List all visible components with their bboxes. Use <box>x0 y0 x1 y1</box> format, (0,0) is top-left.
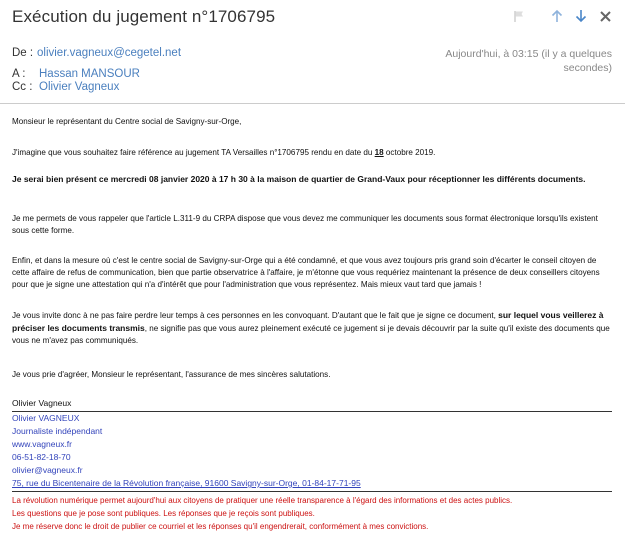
email-subject: Exécution du jugement n°1706795 <box>12 7 276 26</box>
signature-note-1: La révolution numérique permet aujourd'hui aux citoyens de pratiquer une réelle transparence à l'égard des informations et des actes publics. <box>12 496 513 505</box>
flag-icon[interactable] <box>511 8 527 24</box>
signature-email-link[interactable]: olivier@vagneux.fr <box>12 465 83 475</box>
date-line-1: Aujourd'hui, à 03:15 (il y a quelques <box>445 48 612 60</box>
to-row <box>12 68 140 80</box>
date-highlight: 18 <box>374 148 384 157</box>
to-label: A : <box>12 68 26 80</box>
greeting: Monsieur le représentant du Centre social de Savigny-sur-Orge, <box>12 117 242 126</box>
signature-note-2: Les questions que je pose sont publiques. Les réponses que je reçois sont publiques. <box>12 509 315 518</box>
signature <box>12 397 612 533</box>
signature-note-3: Je me réserve donc le droit de publier ce courriel et les réponses qu'il engendrerait, conformément à mes convictions. <box>12 522 429 531</box>
from-row <box>12 47 181 59</box>
paragraph-invitation <box>12 309 612 347</box>
closing: Je vous prie d'agréer, Monsieur le représentant, l'assurance de mes sincères salutations. <box>12 370 331 379</box>
invitation-end: , ne signifie pas que vous aurez pleinement exécuté ce jugement si je devais découvrir par la suite qu'il existe des documents que vous ne m'avez pas communiqués. <box>12 324 610 345</box>
from-label: De : <box>12 47 34 59</box>
cc-recipient-link[interactable]: Olivier Vagneux <box>39 81 120 93</box>
paragraph-reference-text: J'imagine que vous souhaitez faire référence au jugement TA Versailles n°1706795 rendu en date du <box>12 148 375 157</box>
date-line-2: secondes) <box>563 62 612 74</box>
signature-title: Journaliste indépendant <box>12 426 103 436</box>
signature-full-name: Olivier VAGNEUX <box>12 413 80 423</box>
signature-phone: 06-51-82-18-70 <box>12 452 71 462</box>
signature-address: 75, rue du Bicentenaire de la Révolution française, 91600 Savigny-sur-Orge, 01-84-17-71-95 <box>12 478 361 488</box>
paragraph-crpa: Je me permets de vous rappeler que l'article L.311-9 du CRPA dispose que vous devez me communiquer les documents sous format électronique lorsqu'ils existent sous cette forme. <box>12 214 598 235</box>
to-recipient-link[interactable]: Hassan MANSOUR <box>39 68 140 80</box>
invitation-emphasis: sur lequel vous veillerez à préciser les documents transmis <box>12 310 604 333</box>
signature-address-block <box>12 477 612 492</box>
arrow-down-icon[interactable] <box>573 8 589 24</box>
from-address-link[interactable]: olivier.vagneux@cegetel.net <box>37 47 182 59</box>
header-divider <box>0 103 625 104</box>
cc-label: Cc : <box>12 81 33 93</box>
paragraph-reference <box>12 147 435 159</box>
paragraph-appointment: Je serai bien présent ce mercredi 08 janvier 2020 à 17 h 30 à la maison de quartier de Grand-Vaux pour réceptionner les différents documents. <box>12 174 586 184</box>
paragraph-reference-end: octobre 2019. <box>383 148 436 157</box>
paragraph-context: Enfin, et dans la mesure où c'est le centre social de Savigny-sur-Orge qui a été condamné, et que vous avez toujours pris grand soin d'écarter le conseil citoyen de cette affaire de refus de communication, bien que partie observatrice à l'affaire, je m'étonne que vous requériez maintenant la présence de deux conseillers citoyens pour que je signe une attestation qui n'a d'intérêt que pour l'administration que vous représentez. Mais mieux vaut tard que jamais ! <box>12 256 600 289</box>
close-icon[interactable] <box>597 8 613 24</box>
email-date <box>417 47 612 75</box>
invitation-text: Je vous invite donc à ne pas faire perdre leur temps à ces personnes en les convoquant. D'autant que le fait que je signe ce document, <box>12 311 499 320</box>
arrow-up-icon[interactable] <box>549 8 565 24</box>
signature-website-link[interactable]: www.vagneux.fr <box>12 439 72 449</box>
signature-name: Olivier Vagneux <box>12 398 72 408</box>
cc-row <box>12 81 119 93</box>
message-toolbar <box>511 8 613 24</box>
